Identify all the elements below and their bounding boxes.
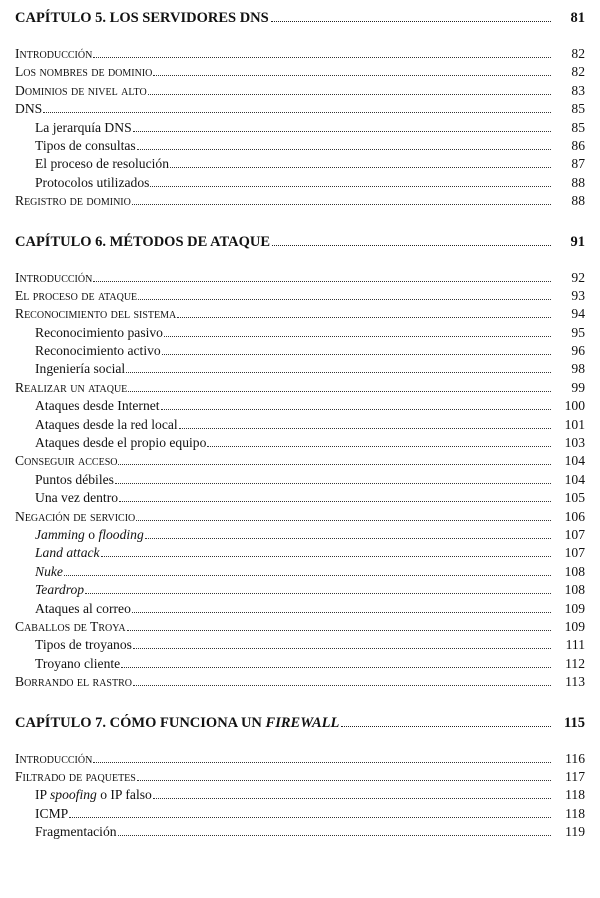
toc-subentry[interactable] [15, 175, 585, 193]
toc-entry[interactable] [15, 453, 585, 471]
entry-title: Caballos de Troya [15, 618, 126, 634]
toc-subentry[interactable] [15, 582, 585, 600]
entry-title: Reconocimiento activo [35, 343, 161, 359]
page-number: 118 [565, 805, 585, 821]
entry-title: La jerarquía DNS [35, 119, 132, 135]
page-number: 94 [571, 306, 585, 322]
dot-leader [161, 409, 551, 410]
toc-subentry[interactable] [15, 343, 585, 361]
dot-leader [118, 464, 551, 465]
page-number: 117 [565, 768, 585, 784]
page-number: 93 [571, 287, 585, 303]
page-number: 82 [571, 46, 585, 61]
page-number: 81 [570, 10, 585, 26]
page-number: 85 [571, 119, 585, 135]
entry-title: Una vez dentro [35, 490, 119, 506]
page-number: 115 [564, 714, 585, 731]
dot-leader [132, 204, 551, 205]
toc-subentry[interactable] [15, 435, 585, 453]
chapter-6-section [15, 234, 585, 693]
page-number: 101 [564, 416, 585, 432]
page-number: 96 [571, 343, 585, 359]
dot-leader [64, 575, 551, 576]
toc-subentry[interactable] [15, 527, 585, 545]
dot-leader [115, 483, 551, 484]
page-number: 112 [565, 655, 585, 671]
toc-entry[interactable] [15, 674, 585, 692]
page-number: 100 [564, 398, 585, 414]
entry-title: Protocolos utilizados [35, 174, 150, 190]
entry-title: Teardrop [35, 582, 85, 598]
toc-subentry[interactable] [15, 138, 585, 156]
dot-leader [132, 612, 551, 613]
entry-title: Ataques desde el propio equipo [35, 435, 207, 451]
toc-entry[interactable] [15, 769, 585, 787]
chapter-heading[interactable] [15, 715, 585, 735]
page-number: 98 [571, 361, 585, 377]
dot-leader [133, 131, 551, 132]
entry-title: Negación de servicio [15, 508, 136, 524]
dot-leader [118, 835, 551, 836]
page-number: 83 [571, 82, 585, 98]
dot-leader [179, 428, 551, 429]
entry-title: Dominios de nivel alto [15, 82, 147, 98]
toc-entry[interactable] [15, 46, 585, 64]
page-number: 111 [565, 637, 585, 653]
dot-leader [272, 245, 551, 246]
page-number: 85 [571, 101, 585, 117]
entry-title: Reconocimiento del sistema [15, 306, 177, 322]
entry-title: El proceso de ataque [15, 287, 138, 303]
chapter-title: CAPÍTULO 7. CÓMO FUNCIONA UN FIREWALL [15, 714, 340, 731]
entry-title: Troyano cliente [35, 655, 121, 671]
dot-leader [133, 648, 551, 649]
dot-leader [271, 21, 551, 22]
entry-title: Ataques desde Internet [35, 398, 160, 414]
entry-title: Realizar un ataque [15, 379, 128, 395]
dot-leader [119, 501, 551, 502]
chapter-title: CAPÍTULO 5. LOS SERVIDORES DNS [15, 10, 269, 26]
table-of-contents [15, 0, 585, 864]
toc-subentry[interactable] [15, 545, 585, 563]
toc-subentry[interactable] [15, 490, 585, 508]
entry-title: Fragmentación [35, 824, 117, 840]
entry-title: Ataques desde la red local [35, 416, 178, 432]
dot-leader [136, 520, 551, 521]
entry-title: Ingeniería social [35, 361, 126, 377]
toc-subentry[interactable] [15, 417, 585, 435]
page-number: 104 [564, 453, 585, 469]
entry-title: Jamming o flooding [35, 526, 144, 542]
page-number: 87 [571, 156, 585, 172]
dot-leader [145, 538, 551, 539]
toc-subentry[interactable] [15, 120, 585, 138]
page-number: 119 [565, 824, 585, 840]
entry-title: Ataques al correo [35, 600, 131, 616]
entry-title: ICMP [35, 805, 69, 821]
entry-title: Filtrado de paquetes [15, 768, 136, 784]
dot-leader [69, 817, 551, 818]
toc-subentry[interactable] [15, 806, 585, 824]
entry-title: Introducción [15, 750, 93, 766]
page-number: 104 [564, 471, 585, 487]
toc-subentry[interactable] [15, 824, 585, 842]
entry-title: Conseguir acceso [15, 453, 118, 469]
toc-entry[interactable] [15, 751, 585, 769]
page-number: 103 [564, 435, 585, 451]
entry-title: Introducción [15, 46, 93, 61]
toc-entry[interactable] [15, 288, 585, 306]
page-number: 109 [564, 618, 585, 634]
entry-title: Introducción [15, 269, 93, 285]
page-number: 86 [571, 137, 585, 153]
entry-title: Land attack [35, 545, 100, 561]
entry-title: Nuke [35, 563, 63, 579]
dot-leader [43, 112, 551, 113]
dot-leader [153, 75, 551, 76]
page-number: 113 [565, 674, 585, 690]
toc-entry[interactable] [15, 270, 585, 288]
chapter-7-section [15, 715, 585, 843]
dot-leader [127, 630, 551, 631]
dot-leader [138, 299, 551, 300]
dot-leader [121, 667, 551, 668]
page-number: 99 [571, 379, 585, 395]
page-number: 118 [565, 787, 585, 803]
toc-entry[interactable] [15, 101, 585, 119]
dot-leader [207, 446, 551, 447]
toc-subentry[interactable] [15, 156, 585, 174]
entry-title: Tipos de troyanos [35, 637, 132, 653]
page-number: 82 [571, 64, 585, 80]
page-number: 107 [564, 526, 585, 542]
toc-subentry[interactable] [15, 325, 585, 343]
toc-subentry[interactable] [15, 472, 585, 490]
dot-leader [177, 317, 551, 318]
entry-title: Reconocimiento pasivo [35, 324, 163, 340]
dot-leader [93, 281, 551, 282]
page-number: 88 [571, 193, 585, 209]
toc-subentry[interactable] [15, 398, 585, 416]
page-number: 91 [570, 233, 585, 250]
chapter-heading[interactable] [15, 234, 585, 254]
page-number: 116 [565, 750, 585, 766]
dot-leader [128, 391, 551, 392]
page-number: 105 [564, 490, 585, 506]
toc-entry[interactable] [15, 193, 585, 211]
chapter-title: CAPÍTULO 6. MÉTODOS DE ATAQUE [15, 233, 270, 250]
page-number: 107 [564, 545, 585, 561]
dot-leader [148, 94, 551, 95]
toc-entry[interactable] [15, 306, 585, 324]
dot-leader [170, 167, 551, 168]
page-number: 108 [564, 563, 585, 579]
page-number: 106 [564, 508, 585, 524]
toc-subentry[interactable] [15, 564, 585, 582]
dot-leader [85, 593, 551, 594]
entry-title: Los nombres de dominio [15, 64, 153, 80]
toc-entry[interactable] [15, 64, 585, 82]
toc-subentry[interactable] [15, 361, 585, 379]
dot-leader [137, 149, 551, 150]
dot-leader [93, 762, 551, 763]
toc-subentry[interactable] [15, 656, 585, 674]
page-number: 109 [564, 600, 585, 616]
entry-title: Puntos débiles [35, 471, 114, 487]
dot-leader [162, 354, 551, 355]
entry-title: Borrando el rastro [15, 674, 132, 690]
toc-entry[interactable] [15, 83, 585, 101]
dot-leader [150, 186, 551, 187]
chapter-5-section [15, 10, 585, 212]
entry-title: IP spoofing o IP falso [35, 787, 152, 803]
entry-title: El proceso de resolución [35, 156, 170, 172]
dot-leader [126, 372, 551, 373]
chapter-heading[interactable] [15, 10, 585, 30]
page-number: 95 [571, 324, 585, 340]
toc-subentry[interactable] [15, 637, 585, 655]
dot-leader [153, 798, 551, 799]
toc-entry[interactable] [15, 509, 585, 527]
entry-title: DNS [15, 101, 43, 117]
dot-leader [101, 556, 551, 557]
toc-entry[interactable] [15, 619, 585, 637]
dot-leader [137, 780, 551, 781]
toc-subentry[interactable] [15, 787, 585, 805]
entry-title: Registro de dominio [15, 193, 131, 209]
entry-title: Tipos de consultas [35, 137, 136, 153]
dot-leader [341, 726, 551, 727]
dot-leader [93, 57, 551, 58]
toc-subentry[interactable] [15, 601, 585, 619]
dot-leader [133, 685, 551, 686]
toc-entry[interactable] [15, 380, 585, 398]
page-number: 108 [564, 582, 585, 598]
dot-leader [164, 336, 551, 337]
page-number: 88 [571, 174, 585, 190]
page-number: 92 [571, 269, 585, 285]
